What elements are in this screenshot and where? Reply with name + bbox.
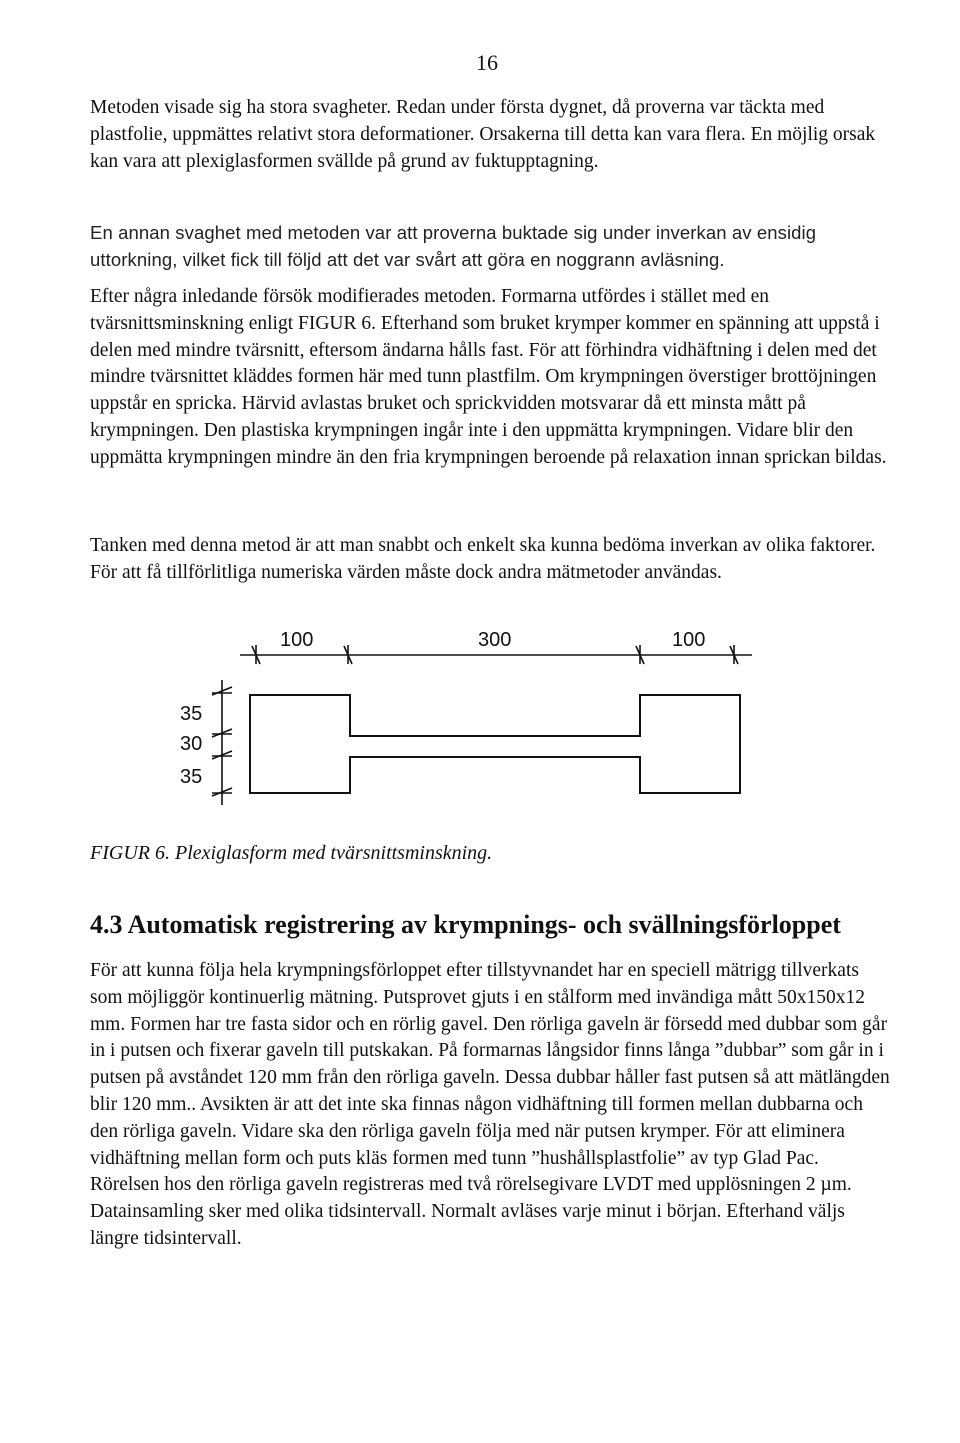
section-heading: 4.3 Automatisk registrering av krympnings- och svällningsförloppet (90, 910, 841, 939)
dim-top-1: 100 (280, 629, 314, 651)
section-paragraph: För att kunna följa hela krympningsförloppet efter tillstyvnandet har en speciell mätrigg tillverkats som möjliggör kontinuerlig mätning. Putsprovet gjuts i en stålform med invändiga mått 50x150x12 mm. Formen har tre fasta sidor och en rörlig gavel. Den rörliga gaveln är försedd med dubbar som går in i putsen och fixerar gaveln till putskakan. På formarnas långsidor finns långa ”dubbar” som går in i putsen på avståndet 120 mm från den rörliga gaveln. Dessa dubbar håller fast putsen så att mätlängden blir 120 mm.. Avsikten är att det inte ska finnas någon vidhäftning till formen mellan dubbarna och den rörliga gaveln. Vidare ska den rörliga gaveln följa med när putsen krymper. För att eliminera vidhäftning mellan form och puts kläs formen med tunn ”hushållsplastfolie” av typ Glad Pac. Rörelsen hos den rörliga gaveln registreras med två rörelsegivare LVDT med upplösningen 2 µm. Datainsamling sker med olika tidsintervall. Normalt avläses varje minut i början. Efterhand väljs längre tidsintervall. (90, 960, 890, 1249)
figure-caption: FIGUR 6. Plexiglasform med tvärsnittsminskning. (90, 842, 493, 864)
paragraph-2: En annan svaghet med metoden var att proverna buktade sig under inverkan av ensidig uttorkning, vilket fick till följd att det var svårt att göra en noggrann avläsning. (90, 222, 817, 270)
paragraph-1: Metoden visade sig ha stora svagheter. Redan under första dygnet, då proverna var täckta med plastfolie, uppmättes relativt stora deformationer. Orsakerna till detta kan vara flera. En möjlig orsak kan vara att plexiglasformen svällde på grund av fuktupptagning. (90, 97, 876, 172)
paragraph-4: Tanken med denna metod är att man snabbt och enkelt ska kunna bedöma inverkan av olika faktorer. För att få tillförlitliga numeriska värden måste dock andra mätmetoder användas. (90, 535, 876, 583)
dim-left-1: 35 (180, 703, 203, 725)
dim-top-3: 100 (672, 629, 706, 651)
dim-left-3: 35 (180, 766, 203, 788)
section-paragraph-block (90, 958, 890, 1253)
mould-outline (250, 695, 740, 793)
paragraph-3: Efter några inledande försök modifierades metoden. Formarna utfördes i stället med en tvärsnittsminskning enligt FIGUR 6. Efterhand som bruket krymper kommer en spänning att uppstå i delen med mindre tvärsnitt, eftersom ändarna hålls fast. För att förhindra vidhäftning i delen med det mindre tvärsnittet kläddes formen här med tunn plastfilm. Om krympningen överstiger brottöjningen uppstår en spricka. Härvid avlastas bruket och sprickvidden motsvarar då ett minsta mått på krympningen. Den plastiska krympningen ingår inte i den uppmätta krympningen. Vidare blir den uppmätta krympningen mindre än den fria krympningen beroende på relaxation innan sprickan bildas. (90, 286, 887, 468)
dim-top-2: 300 (478, 629, 512, 651)
dim-left-2: 30 (180, 733, 203, 755)
page-number: 16 (476, 50, 498, 75)
